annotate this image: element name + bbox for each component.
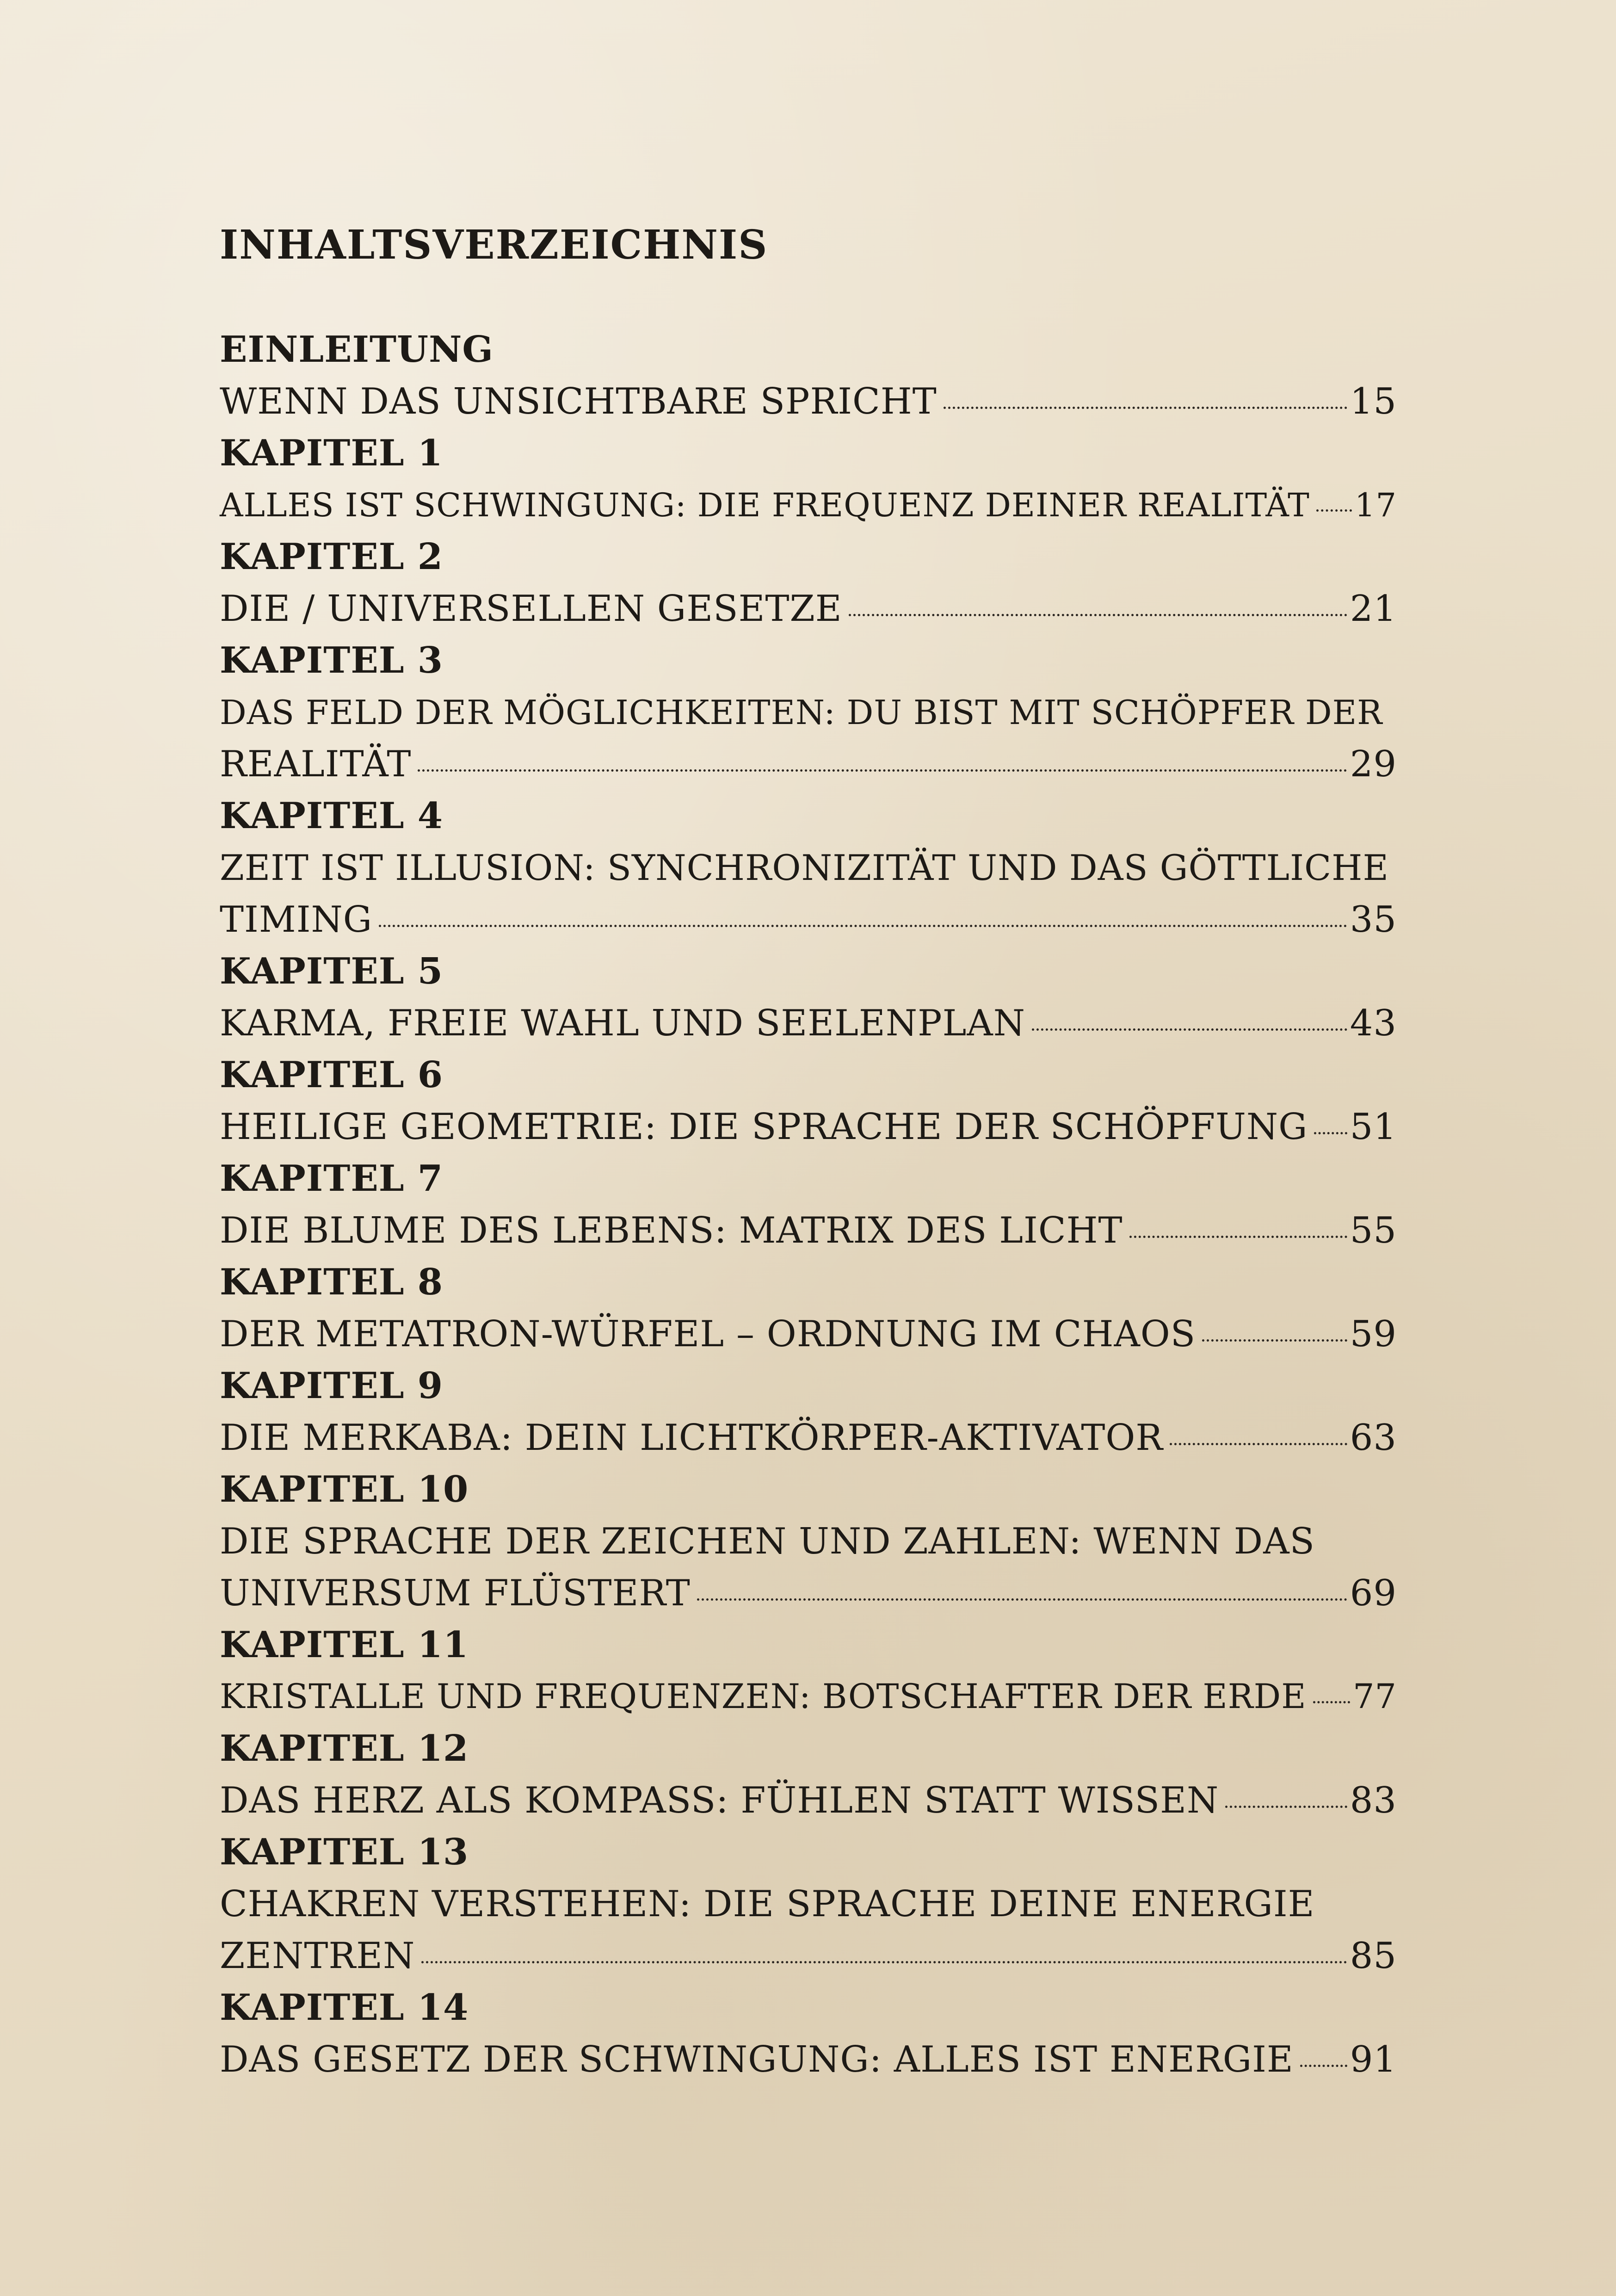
dot-leader xyxy=(697,1598,1347,1601)
toc-entry-title: DER METATRON-WÜRFEL – ORDNUNG IM CHAOS xyxy=(220,1313,1196,1355)
toc-entry xyxy=(220,531,1397,635)
dot-leader xyxy=(1202,1339,1347,1342)
toc-entry xyxy=(220,946,1397,1049)
toc-entry-title-line: CHAKREN VERSTEHEN: DIE SPRACHE DEINE ENERGIE xyxy=(220,1883,1315,1925)
toc-entry-row xyxy=(220,2034,1397,2086)
toc-entry-row xyxy=(220,997,1397,1049)
toc-entry xyxy=(220,1982,1397,2086)
toc-entry xyxy=(220,1723,1397,1826)
toc-entry-title: ALLES IST SCHWINGUNG: DIE FREQUENZ DEINER REALITÄT xyxy=(220,486,1310,524)
toc-entry-row xyxy=(220,738,1397,790)
toc-entry-title-line: DAS FELD DER MÖGLICHKEITEN: DU BIST MIT SCHÖPFER DER xyxy=(220,693,1383,732)
toc-entry xyxy=(220,1360,1397,1464)
toc-entry-row xyxy=(220,1308,1397,1360)
toc-page-number: 83 xyxy=(1350,1780,1397,1821)
toc-page-number: 21 xyxy=(1350,588,1397,630)
toc-page-number: 35 xyxy=(1350,899,1397,941)
toc-page-number: 15 xyxy=(1350,381,1397,422)
toc-entry-heading: KAPITEL 3 xyxy=(220,639,444,681)
dot-leader xyxy=(1170,1443,1347,1445)
toc-entry-title-line: DIE SPRACHE DER ZEICHEN UND ZAHLEN: WENN DAS xyxy=(220,1521,1315,1562)
toc-entry xyxy=(220,790,1397,946)
toc-entry-title: DIE MERKABA: DEIN LICHTKÖRPER-AKTIVATOR xyxy=(220,1417,1164,1459)
toc-entry xyxy=(220,635,1397,790)
toc-page-number: 43 xyxy=(1350,1003,1397,1044)
toc-page-number: 51 xyxy=(1350,1106,1397,1148)
toc-entry-heading: KAPITEL 4 xyxy=(220,795,444,837)
toc-entry-heading: KAPITEL 7 xyxy=(220,1157,444,1200)
toc-entry-heading: KAPITEL 8 xyxy=(220,1261,444,1303)
toc-page-number: 59 xyxy=(1350,1313,1397,1355)
toc-entry-title: TIMING xyxy=(220,899,373,941)
toc-entry xyxy=(220,1153,1397,1256)
toc-entry-row xyxy=(220,376,1397,427)
toc-entry xyxy=(220,324,1397,427)
toc-page-number: 63 xyxy=(1350,1417,1397,1459)
dot-leader xyxy=(1225,1806,1347,1808)
toc-entry-heading: KAPITEL 10 xyxy=(220,1468,469,1510)
dot-leader xyxy=(1314,1132,1347,1134)
toc-title: INHALTSVERZEICHNIS xyxy=(220,222,768,268)
toc-entry-title: KRISTALLE UND FREQUENZEN: BOTSCHAFTER DER ERDE xyxy=(220,1677,1307,1716)
toc-entry-row xyxy=(220,1101,1397,1153)
toc-entry-row xyxy=(220,1412,1397,1464)
toc-page-number: 17 xyxy=(1354,486,1397,524)
toc-entry-heading: EINLEITUNG xyxy=(220,328,493,371)
toc-entry-title: KARMA, FREIE WAHL UND SEELENPLAN xyxy=(220,1003,1025,1044)
toc-entry xyxy=(220,1464,1397,1619)
toc-entry-heading: KAPITEL 9 xyxy=(220,1365,444,1407)
toc-entry-row xyxy=(220,1205,1397,1256)
dot-leader xyxy=(421,1961,1347,1963)
toc-entry xyxy=(220,1826,1397,1982)
toc-entry-title: UNIVERSUM FLÜSTERT xyxy=(220,1572,691,1614)
toc-entry-heading: KAPITEL 2 xyxy=(220,536,444,578)
toc-page-number: 77 xyxy=(1353,1677,1397,1716)
toc-entry-heading: KAPITEL 13 xyxy=(220,1831,469,1873)
toc-entry-row xyxy=(220,894,1397,946)
toc-page-number: 91 xyxy=(1350,2039,1397,2080)
toc-entry-heading: KAPITEL 11 xyxy=(220,1624,469,1666)
dot-leader xyxy=(1300,2065,1347,2067)
dot-leader xyxy=(1316,509,1352,512)
toc-page-number: 69 xyxy=(1350,1572,1397,1614)
toc-entry-row xyxy=(220,479,1397,531)
toc-entry xyxy=(220,1049,1397,1153)
toc-page xyxy=(220,217,1397,2086)
toc-entry-row xyxy=(220,1567,1397,1619)
toc-entry-title: HEILIGE GEOMETRIE: DIE SPRACHE DER SCHÖPFUNG xyxy=(220,1106,1308,1148)
toc-list xyxy=(220,324,1397,2086)
toc-entry-row xyxy=(220,1671,1397,1723)
toc-entry xyxy=(220,427,1397,531)
dot-leader xyxy=(1032,1028,1347,1031)
toc-entry-title: DIE / UNIVERSELLEN GESETZE xyxy=(220,588,842,630)
toc-entry xyxy=(220,1256,1397,1360)
toc-entry xyxy=(220,1619,1397,1723)
toc-entry-title-line: ZEIT IST ILLUSION: SYNCHRONIZITÄT UND DAS GÖTTLICHE xyxy=(220,847,1389,888)
toc-page-number: 85 xyxy=(1350,1935,1397,1977)
toc-entry-title: DAS HERZ ALS KOMPASS: FÜHLEN STATT WISSEN xyxy=(220,1780,1219,1821)
dot-leader xyxy=(379,925,1347,927)
dot-leader xyxy=(1313,1701,1351,1703)
toc-entry-heading: KAPITEL 14 xyxy=(220,1987,469,2029)
toc-entry-heading: KAPITEL 5 xyxy=(220,950,444,992)
toc-page-number: 55 xyxy=(1350,1210,1397,1251)
toc-entry-title: DIE BLUME DES LEBENS: MATRIX DES LICHT xyxy=(220,1210,1123,1251)
toc-entry-row xyxy=(220,1930,1397,1982)
toc-entry-row xyxy=(220,583,1397,635)
dot-leader xyxy=(944,407,1347,409)
toc-entry-row xyxy=(220,1775,1397,1826)
toc-entry-title: DAS GESETZ DER SCHWINGUNG: ALLES IST ENERGIE xyxy=(220,2039,1294,2080)
dot-leader xyxy=(849,614,1347,616)
toc-entry-title: ZENTREN xyxy=(220,1935,415,1977)
dot-leader xyxy=(1129,1236,1347,1238)
toc-entry-heading: KAPITEL 1 xyxy=(220,432,444,474)
toc-page-number: 29 xyxy=(1350,743,1397,785)
toc-entry-heading: KAPITEL 12 xyxy=(220,1727,469,1770)
toc-entry-heading: KAPITEL 6 xyxy=(220,1054,444,1096)
dot-leader xyxy=(418,769,1347,772)
toc-entry-title: REALITÄT xyxy=(220,743,412,785)
toc-entry-title: WENN DAS UNSICHTBARE SPRICHT xyxy=(220,381,937,422)
